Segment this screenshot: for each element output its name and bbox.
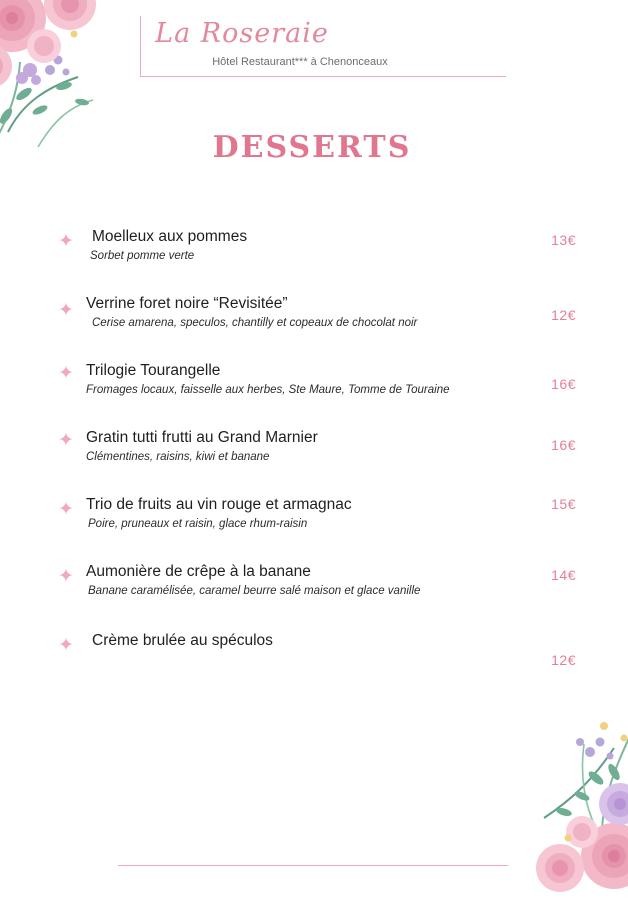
sparkle-icon: ✦ (58, 635, 74, 656)
menu-item (56, 228, 576, 278)
sparkle-icon: ✦ (58, 430, 74, 451)
restaurant-name: La Roseraie (155, 18, 329, 49)
menu-items-list (56, 228, 576, 697)
menu-item-name: Gratin tutti frutti au Grand Marnier (86, 429, 318, 446)
menu-item-price: 12€ (551, 652, 576, 668)
menu-item-description: Sorbet pomme verte (90, 250, 195, 262)
menu-item (56, 630, 576, 680)
menu-item-name: Moelleux aux pommes (92, 228, 248, 245)
menu-item-price: 15€ (551, 496, 576, 512)
menu-item-price: 16€ (551, 437, 576, 453)
menu-item-description: Clémentines, raisins, kiwi et banane (86, 451, 270, 463)
menu-item-price: 14€ (551, 567, 576, 583)
menu-item (56, 362, 576, 412)
page-title: DESSERTS (212, 130, 412, 165)
menu-item-name: Verrine foret noire “Revisitée” (86, 295, 288, 312)
header-divider-vertical (140, 16, 141, 77)
menu-item (56, 295, 576, 345)
restaurant-subtitle: Hôtel Restaurant*** à Chenonceaux (212, 56, 388, 68)
sparkle-icon: ✦ (58, 566, 74, 587)
menu-header (0, 8, 628, 86)
menu-item-name: Trilogie Tourangelle (86, 362, 221, 379)
sparkle-icon: ✦ (58, 231, 74, 252)
menu-item-price: 13€ (551, 232, 576, 248)
menu-item-description: Poire, pruneaux et raisin, glace rhum-raisin (88, 518, 308, 530)
menu-item-price: 16€ (551, 376, 576, 392)
sparkle-icon: ✦ (58, 363, 74, 384)
floral-decoration-bottom-right (464, 708, 628, 898)
sparkle-icon: ✦ (58, 300, 74, 321)
header-divider-horizontal (140, 76, 506, 77)
menu-item (56, 496, 576, 546)
menu-item-description: Fromages locaux, faisselle aux herbes, Ste Maure, Tomme de Touraine (86, 384, 450, 396)
sparkle-icon: ✦ (58, 499, 74, 520)
menu-item (56, 429, 576, 479)
menu-item-description: Cerise amarena, speculos, chantilly et copeaux de chocolat noir (92, 317, 418, 329)
footer-divider (118, 865, 508, 866)
menu-item-name: Trio de fruits au vin rouge et armagnac (86, 496, 352, 513)
menu-item-price: 12€ (551, 307, 576, 323)
menu-item (56, 563, 576, 613)
menu-item-description: Banane caramélisée, caramel beurre salé maison et glace vanille (88, 585, 421, 597)
menu-item-name: Aumonière de crêpe à la banane (86, 563, 311, 580)
menu-item-name: Crème brulée au spéculos (92, 632, 273, 649)
